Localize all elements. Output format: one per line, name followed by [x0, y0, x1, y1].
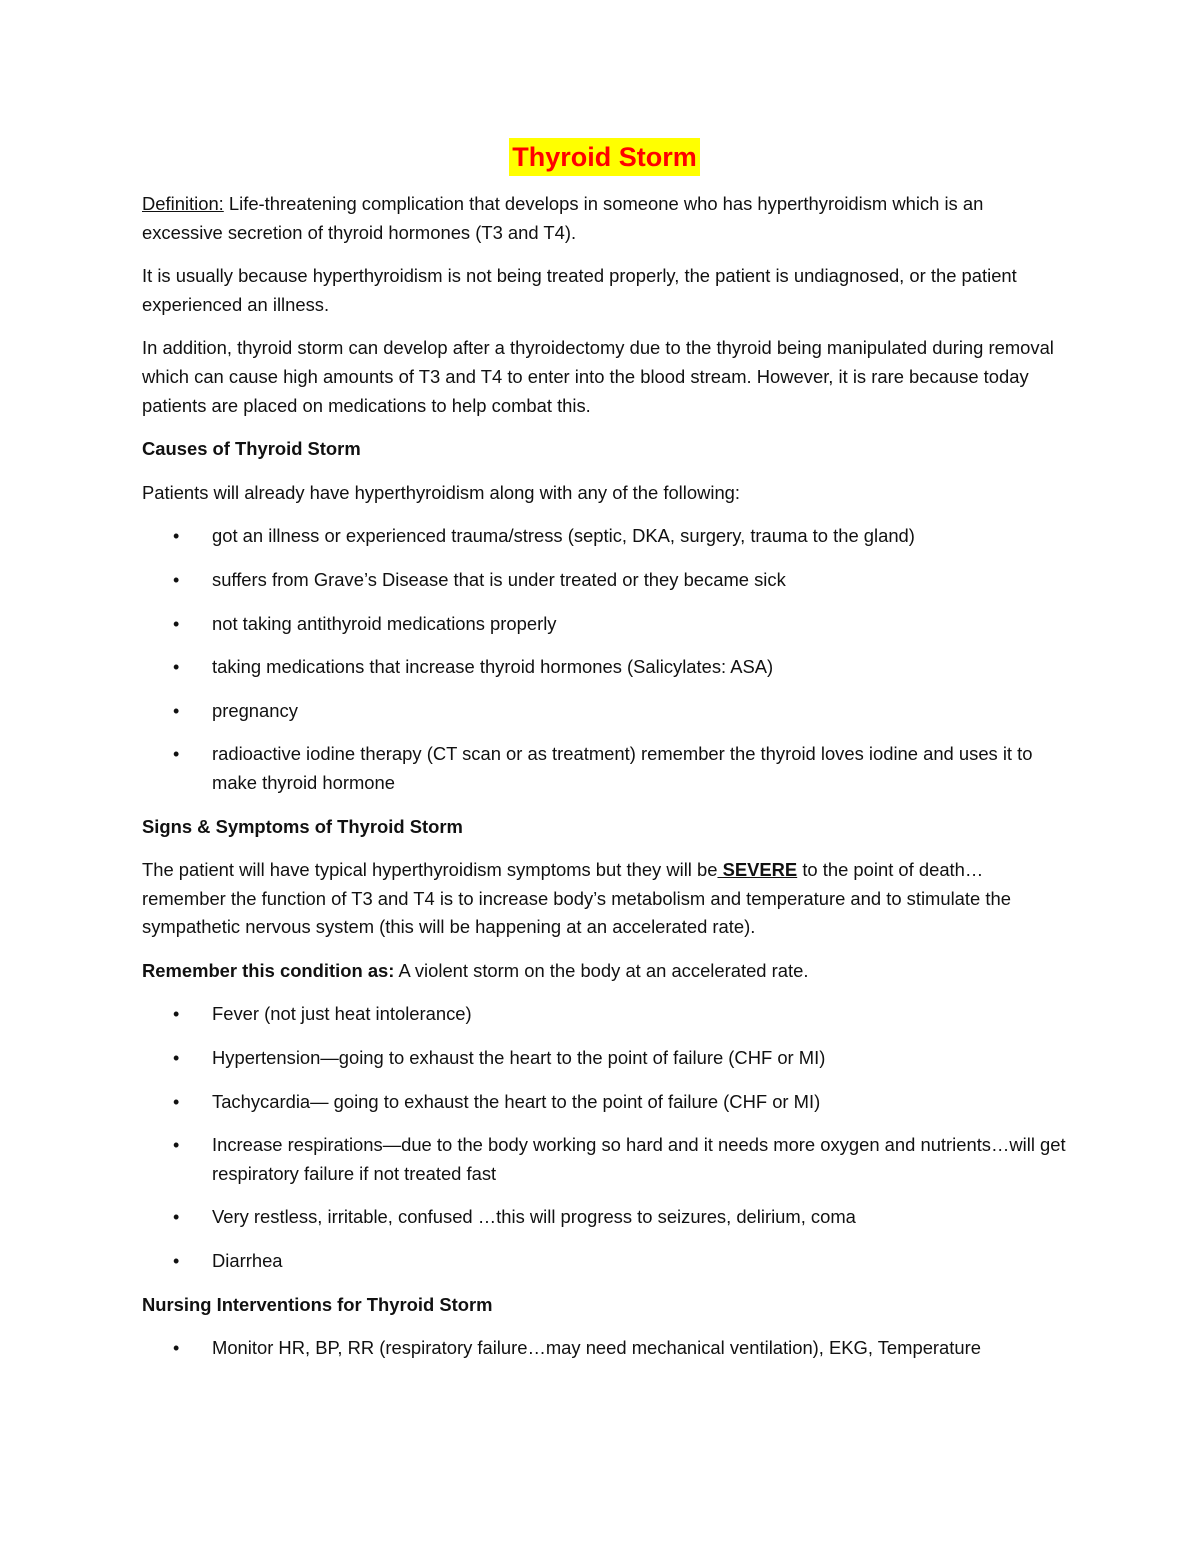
list-item: [142, 653, 1067, 682]
list-item: [142, 1088, 1067, 1117]
list-item-text: pregnancy: [212, 699, 298, 721]
bullet-icon: •: [173, 1091, 180, 1112]
bullet-icon: •: [173, 1338, 180, 1359]
remember-text: A violent storm on the body at an accelerated rate.: [394, 959, 809, 981]
list-item-text: Tachycardia— going to exhaust the heart to the point of failure (CHF or MI): [212, 1090, 821, 1112]
list-item: [142, 522, 1067, 551]
title-row: [142, 138, 1067, 176]
list-item: [142, 740, 1067, 797]
bullet-icon: •: [173, 1004, 180, 1025]
interventions-list: [142, 1334, 1067, 1363]
causes-heading: Causes of Thyroid Storm: [142, 438, 361, 460]
list-item-text: Very restless, irritable, confused …this will progress to seizures, delirium, coma: [212, 1206, 856, 1228]
signs-heading: Signs & Symptoms of Thyroid Storm: [142, 815, 463, 837]
definition-text: Life-threatening complication that develops in someone who has hyperthyroidism which is an excessive secretion of thyroid hormones (T3 and T4).: [142, 193, 984, 243]
list-item: [142, 566, 1067, 595]
thyroidectomy-paragraph: In addition, thyroid storm can develop after a thyroidectomy due to the thyroid being manipulated during removal which can cause high amounts of T3 and T4 to enter into the blood stream. However, it is rare because today patients are placed on medications to help combat this.: [142, 337, 1054, 416]
list-item: [142, 697, 1067, 726]
bullet-icon: •: [173, 700, 180, 721]
list-item-text: Increase respirations—due to the body working so hard and it needs more oxygen and nutrients…will get respiratory failure if not treated fast: [212, 1134, 1066, 1184]
list-item-text: Diarrhea: [212, 1250, 283, 1272]
bullet-icon: •: [173, 1251, 180, 1272]
list-item: [142, 1247, 1067, 1276]
signs-intro-after: to the point of death… remember the function of T3 and T4 is to increase body’s metabolism and temperature and to stimulate the sympathetic nervous system (this will be happening at an accelerated rate).: [142, 859, 1011, 938]
severe-emphasis: SEVERE: [717, 859, 798, 881]
bullet-icon: •: [173, 569, 180, 590]
bullet-icon: •: [173, 744, 180, 765]
list-item-text: Hypertension—going to exhaust the heart to the point of failure (CHF or MI): [212, 1047, 826, 1069]
list-item-text: taking medications that increase thyroid hormones (Salicylates: ASA): [212, 656, 774, 678]
page-title: Thyroid Storm: [509, 138, 700, 176]
bullet-icon: •: [173, 1135, 180, 1156]
list-item: [142, 610, 1067, 639]
document-page: [142, 138, 1067, 1378]
list-item: [142, 1000, 1067, 1029]
list-item: [142, 1334, 1067, 1363]
causes-intro: Patients will already have hyperthyroidism along with any of the following:: [142, 481, 741, 503]
signs-list: [142, 1000, 1067, 1275]
definition-paragraph: [142, 190, 1067, 247]
definition-label: Definition:: [142, 193, 224, 214]
bullet-icon: •: [173, 613, 180, 634]
list-item-text: got an illness or experienced trauma/stress (septic, DKA, surgery, trauma to the gland): [212, 525, 915, 547]
list-item-text: suffers from Grave’s Disease that is under treated or they became sick: [212, 568, 786, 590]
remember-label: Remember this condition as:: [142, 959, 395, 981]
bullet-icon: •: [173, 1207, 180, 1228]
list-item-text: not taking antithyroid medications properly: [212, 612, 557, 634]
signs-intro-before: The patient will have typical hyperthyroidism symptoms but they will be: [142, 859, 718, 881]
causes-list: [142, 522, 1067, 797]
list-item-text: Monitor HR, BP, RR (respiratory failure…may need mechanical ventilation), EKG, Temperature: [212, 1337, 981, 1359]
list-item: [142, 1131, 1067, 1188]
signs-intro: [142, 856, 1067, 942]
bullet-icon: •: [173, 526, 180, 547]
interventions-heading: Nursing Interventions for Thyroid Storm: [142, 1293, 493, 1315]
list-item-text: radioactive iodine therapy (CT scan or as treatment) remember the thyroid loves iodine and uses it to make thyroid hormone: [212, 743, 1033, 793]
list-item-text: Fever (not just heat intolerance): [212, 1003, 472, 1025]
bullet-icon: •: [173, 1048, 180, 1069]
cause-paragraph: It is usually because hyperthyroidism is not being treated properly, the patient is undiagnosed, or the patient experienced an illness.: [142, 265, 1017, 315]
remember-paragraph: [142, 957, 1067, 986]
bullet-icon: •: [173, 657, 180, 678]
list-item: [142, 1044, 1067, 1073]
list-item: [142, 1203, 1067, 1232]
